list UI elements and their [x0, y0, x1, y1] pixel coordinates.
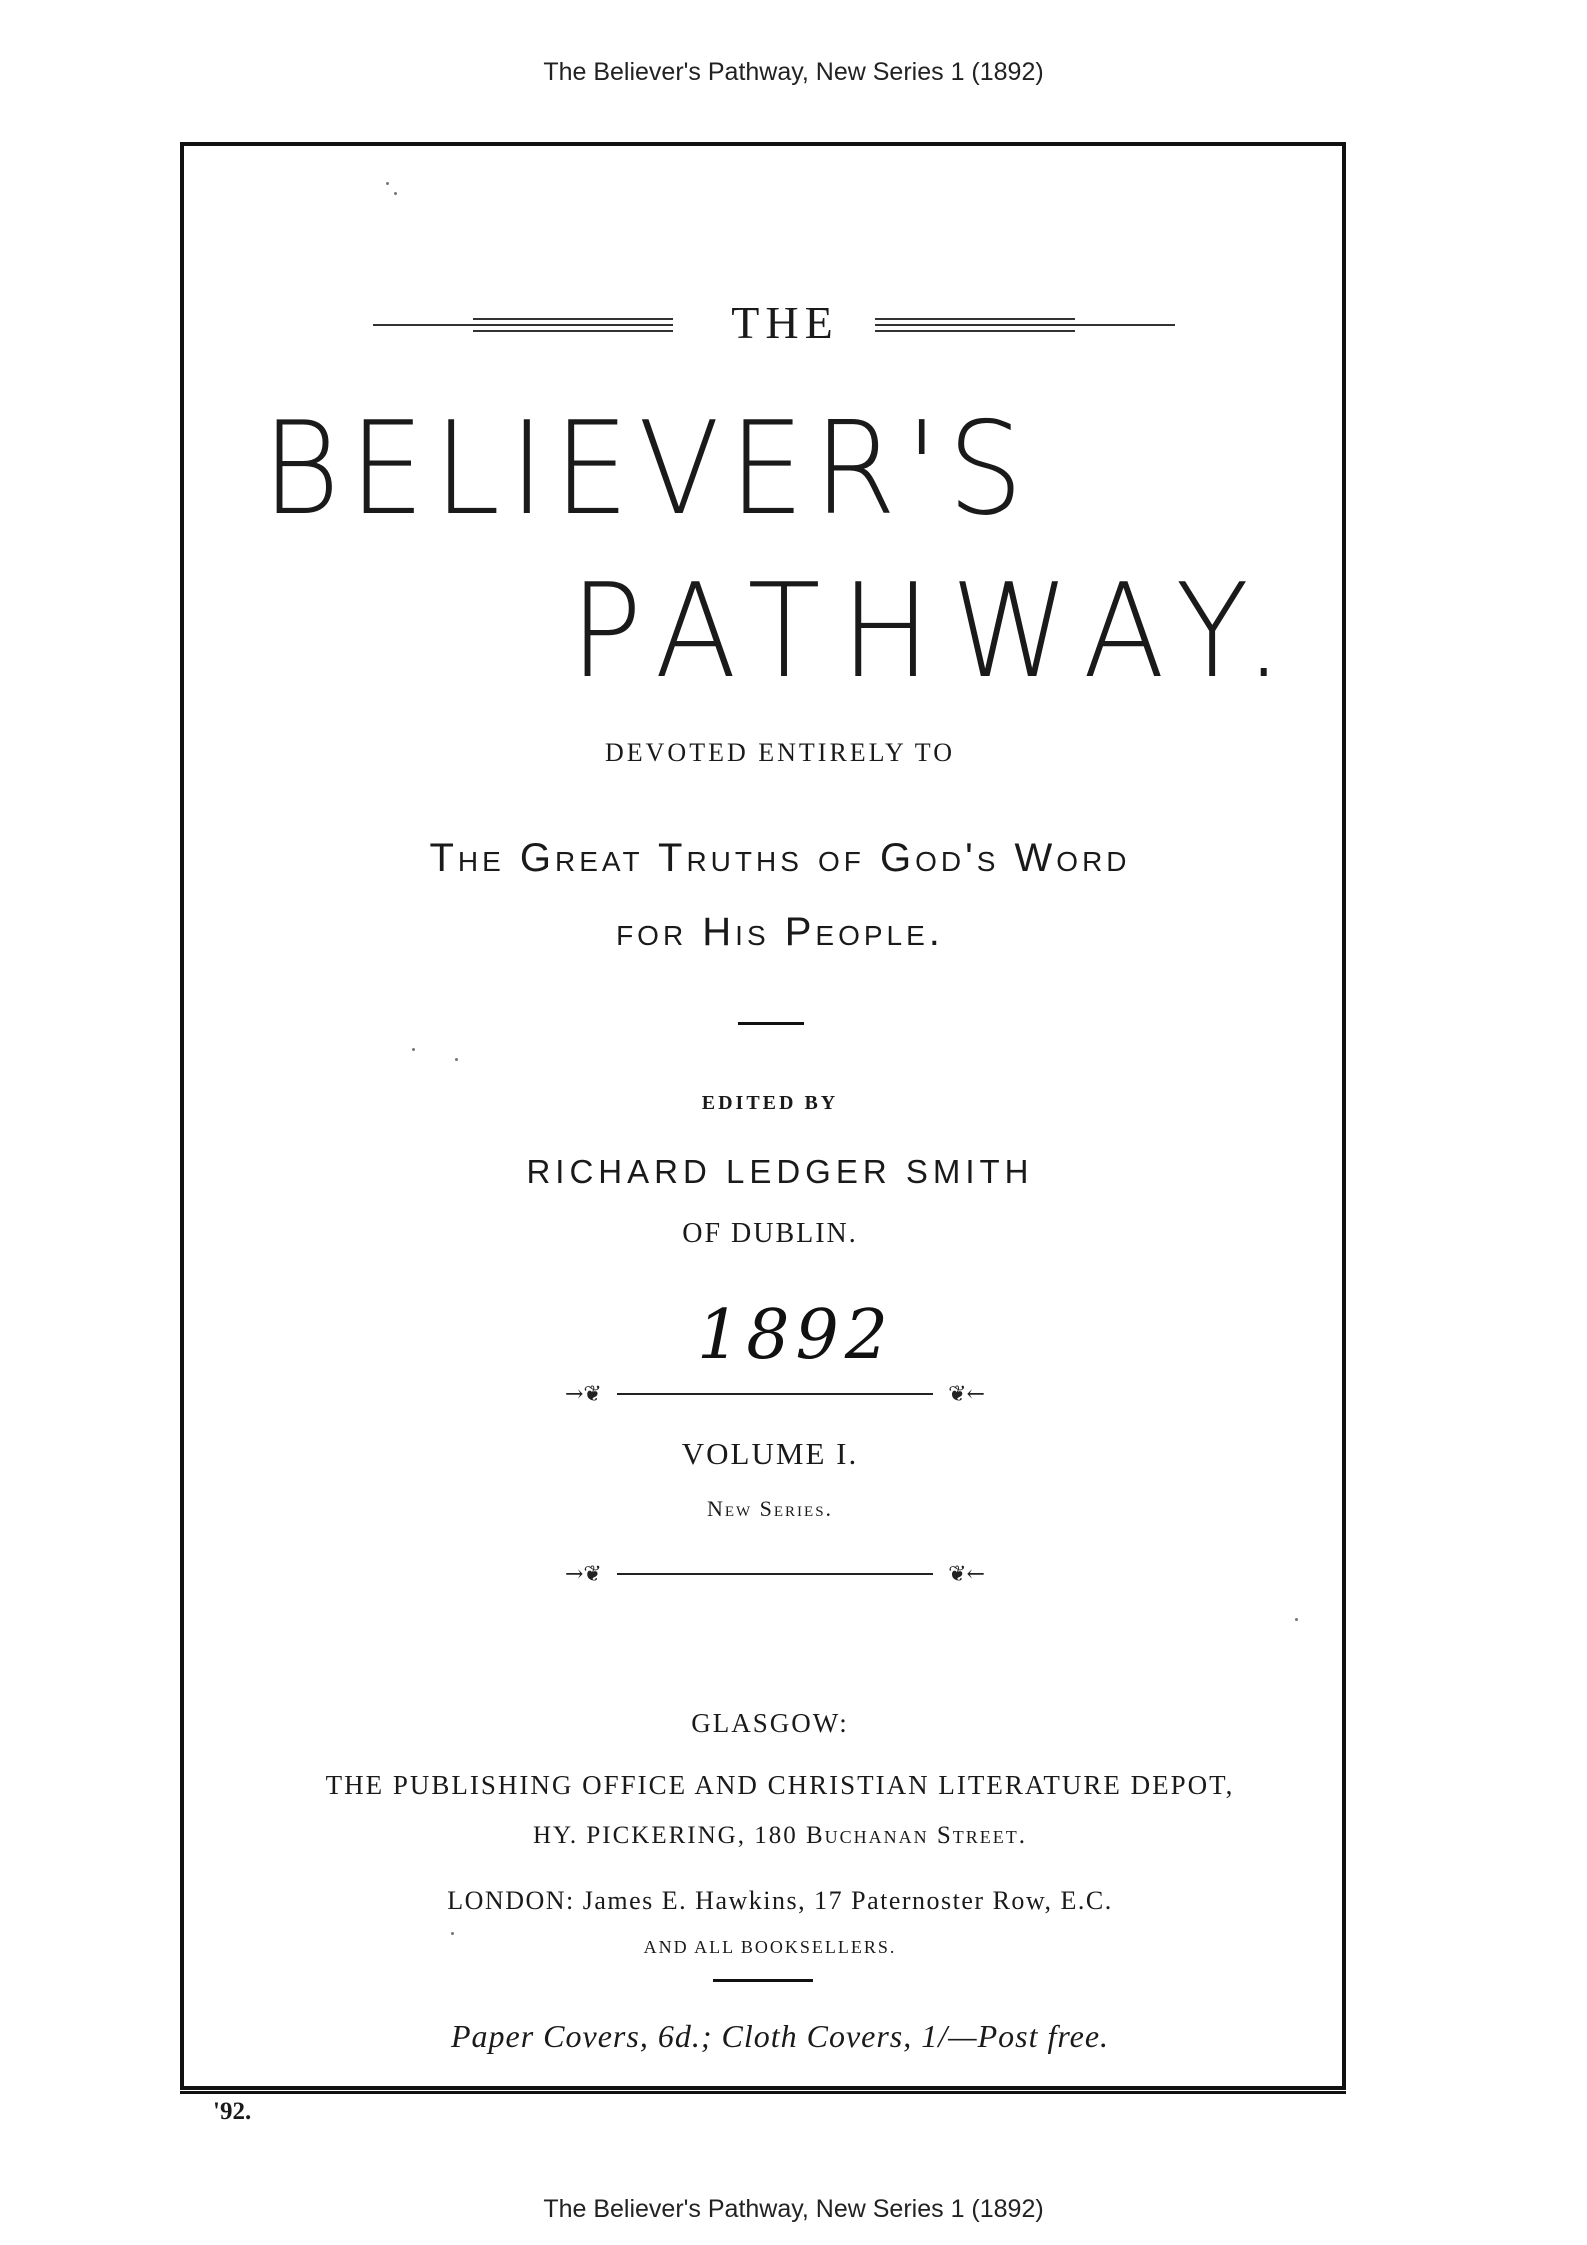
- imprint-booksellers: AND ALL BOOKSELLERS.: [643, 1937, 897, 1957]
- flourish-rule-bottom: [565, 1562, 985, 1587]
- flourish-ornament-left-icon: →❦: [565, 1562, 602, 1587]
- devoted-line: DEVOTED ENTIRELY TO: [605, 738, 955, 767]
- imprint-address: HY. PICKERING, 180 Buchanan Street.: [532, 1822, 1028, 1849]
- scan-speck: [455, 1058, 458, 1061]
- imprint-city: GLASGOW:: [691, 1708, 849, 1738]
- title-line-2: PATHWAY.: [570, 555, 1304, 707]
- subtitle-line-2: for His People.: [616, 910, 944, 954]
- imprint-publisher: THE PUBLISHING OFFICE AND CHRISTIAN LITERATURE DEPOT,: [325, 1770, 1235, 1800]
- running-footer: The Believer's Pathway, New Series 1 (1892): [543, 2195, 1044, 2223]
- scan-speck: [386, 182, 389, 185]
- scan-speck: [1295, 1618, 1298, 1621]
- scan-speck: [394, 192, 397, 195]
- subtitle-line-1: The Great Truths of God's Word: [429, 836, 1131, 880]
- series-label: New Series.: [706, 1496, 834, 1521]
- running-header: The Believer's Pathway, New Series 1 (1892): [543, 58, 1044, 86]
- editor-name: RICHARD LEDGER SMITH: [526, 1153, 1034, 1190]
- imprint-london: LONDON: James E. Hawkins, 17 Paternoster Row, E.C.: [447, 1886, 1113, 1915]
- section-divider: [738, 1022, 804, 1025]
- flourish-ornament-right-icon: ❦←: [948, 1382, 985, 1407]
- year-mark: '92.: [213, 2098, 252, 2125]
- flourish-ornament-right-icon: ❦←: [948, 1562, 985, 1587]
- editor-place: OF DUBLIN.: [682, 1218, 858, 1249]
- volume-label: VOLUME I.: [681, 1436, 859, 1471]
- title-line-1: BELIEVER'S: [262, 395, 1033, 544]
- flourish-ornament-left-icon: →❦: [565, 1382, 602, 1407]
- flourish-rule-top: [565, 1382, 985, 1407]
- scan-speck: [412, 1048, 415, 1051]
- scan-speck: [451, 1932, 454, 1935]
- left-ornament-rule: [373, 318, 673, 338]
- right-ornament-rule: [875, 318, 1175, 338]
- price-line: Paper Covers, 6d.; Cloth Covers, 1/—Post free.: [450, 2018, 1110, 2054]
- title-article: THE: [731, 297, 839, 348]
- imprint-divider: [713, 1979, 813, 1982]
- edited-by-label: EDITED BY: [701, 1092, 839, 1114]
- handwritten-year: 1892: [697, 1296, 895, 1375]
